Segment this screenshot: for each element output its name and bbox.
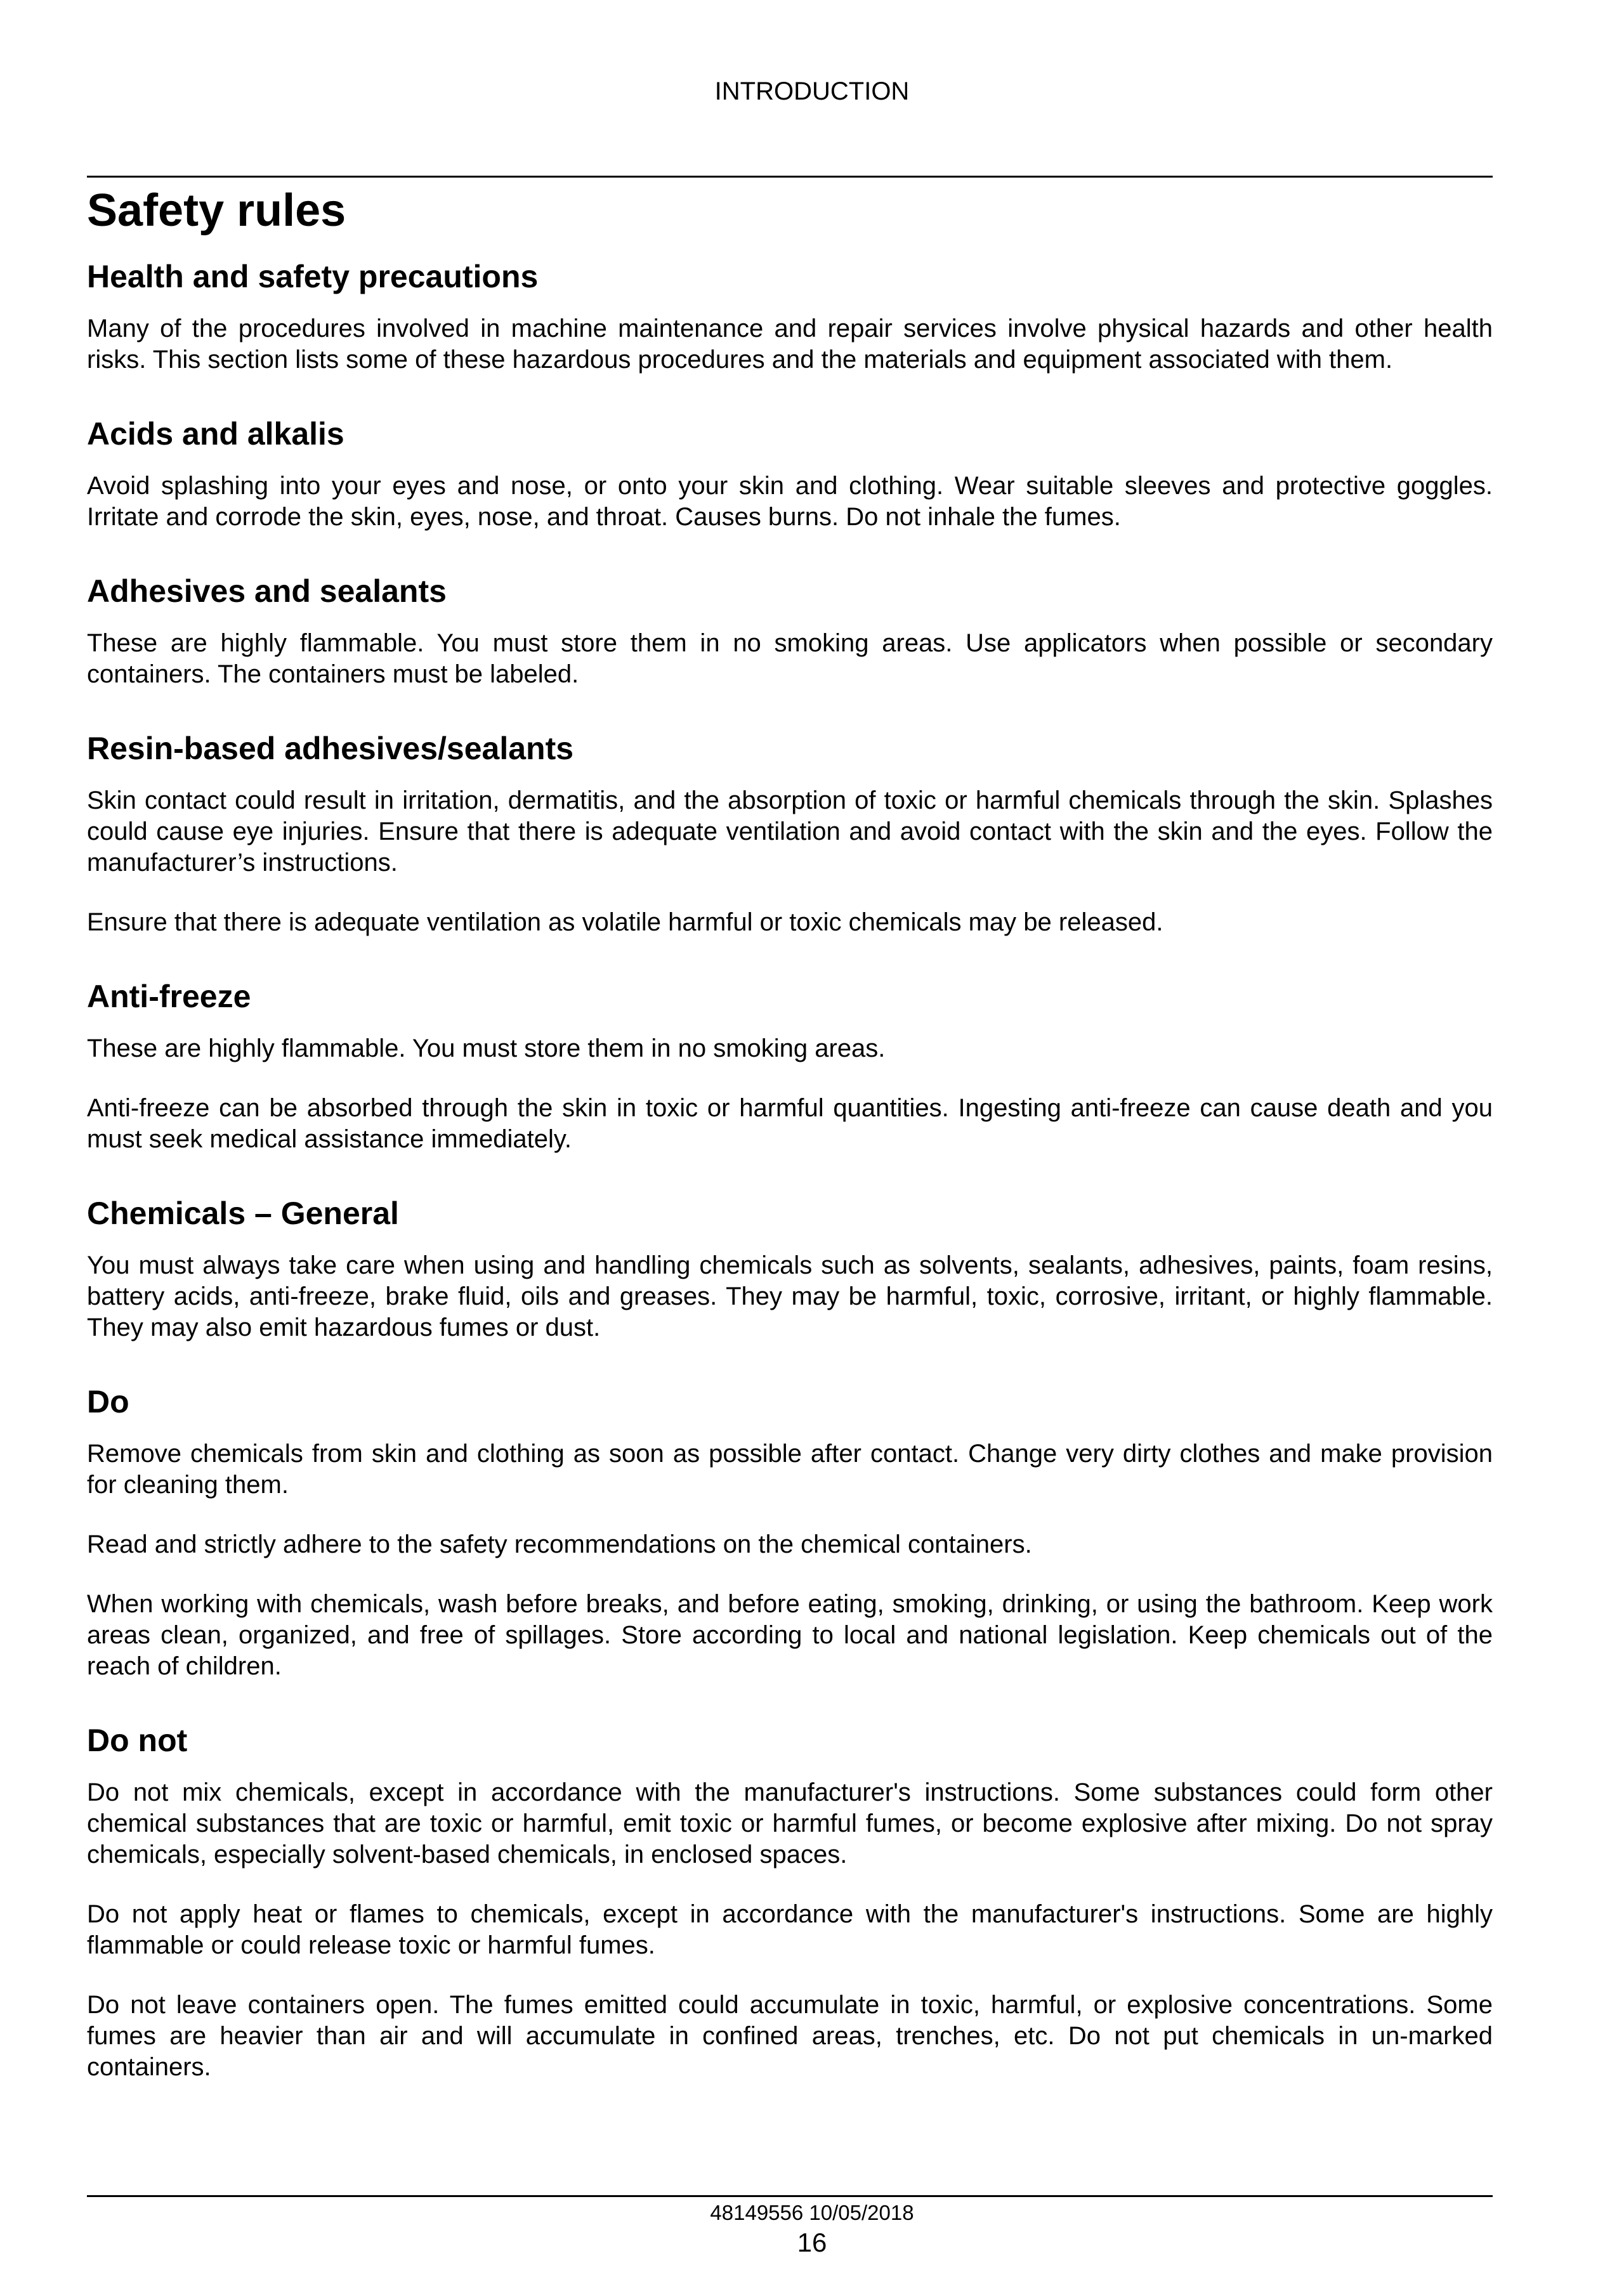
paragraph: Do not mix chemicals, except in accordance with the manufacturer's instructions. Some substances could form other chemical substances that are toxic or harmful, emit toxic or harmful fumes, or become explosive after mixing. Do not spray chemicals, especially solvent-based chemicals, in enclosed spaces. (87, 1778, 1493, 1869)
paragraph: These are highly flammable. You must store them in no smoking areas. (87, 1034, 886, 1062)
section-heading: Acids and alkalis (87, 416, 344, 452)
section-health-and-safety (87, 258, 1493, 375)
paragraph: These are highly flammable. You must store them in no smoking areas. Use applicators when possible or secondary containers. The containers must be labeled. (87, 629, 1493, 688)
paragraph: Do not apply heat or flames to chemicals, except in accordance with the manufacturer's instructions. Some are highly flammable or could release toxic or harmful fumes. (87, 1900, 1493, 1959)
paragraph: Read and strictly adhere to the safety recommendations on the chemical containers. (87, 1530, 1032, 1558)
section-do (87, 1383, 1493, 1682)
paragraph: Many of the procedures involved in machine maintenance and repair services involve physical hazards and other health risks. This section lists some of these hazardous procedures and the materials and equipment associated with them. (87, 315, 1493, 374)
section-heading: Resin-based adhesives/sealants (87, 731, 574, 766)
paragraph: Ensure that there is adequate ventilation as volatile harmful or toxic chemicals may be released. (87, 908, 1163, 936)
section-anti-freeze (87, 977, 1493, 1155)
section-heading: Health and safety precautions (87, 259, 539, 294)
page-footer (0, 2200, 1624, 2259)
section-heading: Do not (87, 1723, 188, 1758)
document-id: 48149556 10/05/2018 (710, 2201, 914, 2224)
paragraph: You must always take care when using and handling chemicals such as solvents, sealants, adhesives, paints, foam resins, battery acids, anti-freeze, brake fluid, oils and greases. They may be harmful, toxic, corrosive, irritant, or highly flammable. They may also emit hazardous fumes or dust. (87, 1251, 1493, 1341)
section-heading: Chemicals – General (87, 1196, 399, 1231)
section-do-not (87, 1721, 1493, 2083)
section-resin-based-adhesives (87, 729, 1493, 938)
section-heading: Do (87, 1384, 129, 1419)
paragraph: Anti-freeze can be absorbed through the skin in toxic or harmful quantities. Ingesting anti-freeze can cause death and you must seek medical assistance immediately. (87, 1094, 1493, 1153)
page-title: Safety rules (87, 185, 346, 236)
section-chemicals-general (87, 1194, 1493, 1343)
section-acids-and-alkalis (87, 415, 1493, 533)
page-number: 16 (797, 2228, 827, 2257)
document-body (87, 176, 1493, 2083)
section-heading: Anti-freeze (87, 979, 251, 1014)
footer-divider (87, 2195, 1493, 2197)
paragraph: When working with chemicals, wash before breaks, and before eating, smoking, drinking, or using the bathroom. Keep work areas clean, organized, and free of spillages. Store according to local and national legislation. Keep chemicals out of the reach of children. (87, 1590, 1493, 1680)
paragraph: Skin contact could result in irritation, dermatitis, and the absorption of toxic or harmful chemicals through the skin. Splashes could cause eye injuries. Ensure that there is adequate ventilation and avoid contact with the skin and the eyes. Follow the manufacturer’s instructions. (87, 786, 1493, 877)
running-header: INTRODUCTION (714, 77, 910, 105)
section-heading: Adhesives and sealants (87, 573, 447, 609)
paragraph: Remove chemicals from skin and clothing as soon as possible after contact. Change very dirty clothes and make provision for cleaning them. (87, 1440, 1493, 1499)
paragraph: Avoid splashing into your eyes and nose, or onto your skin and clothing. Wear suitable sleeves and protective goggles. Irritate and corrode the skin, eyes, nose, and throat. Causes burns. Do not inhale the fumes. (87, 472, 1493, 531)
paragraph: Do not leave containers open. The fumes emitted could accumulate in toxic, harmful, or explosive concentrations. Some fumes are heavier than air and will accumulate in confined areas, trenches, etc. Do not put chemicals in un-marked containers. (87, 1991, 1493, 2081)
section-adhesives-and-sealants (87, 572, 1493, 690)
